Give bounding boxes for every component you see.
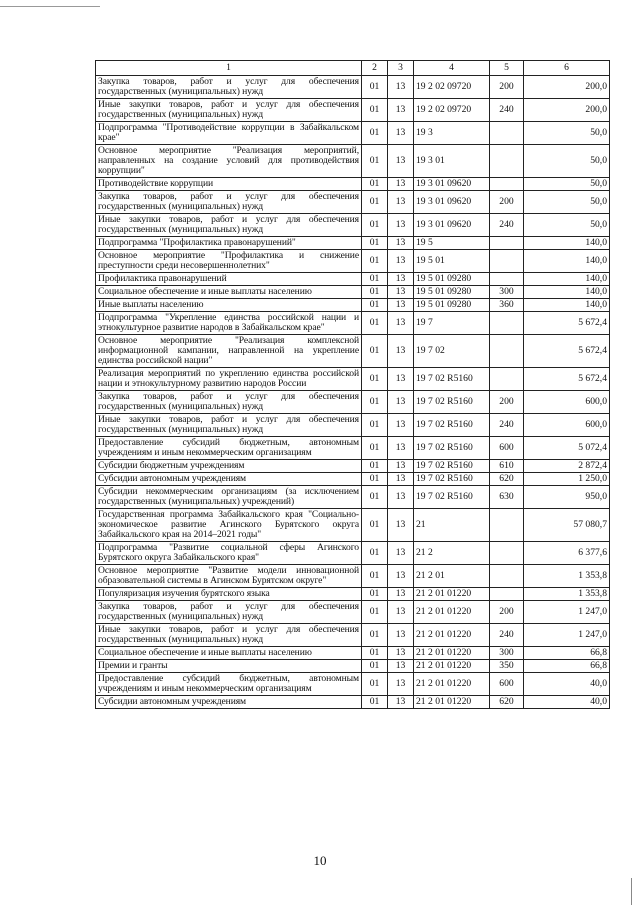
- cell-expense-type: 620: [490, 696, 524, 709]
- cell-target-article: 19 7 02 R5160: [414, 391, 490, 414]
- cell-target-article: 19 7 02 R5160: [414, 473, 490, 486]
- table-row: [96, 237, 610, 250]
- cell-section: 01: [362, 335, 388, 368]
- cell-subsection: 13: [388, 273, 414, 286]
- cell-expense-type: [490, 237, 524, 250]
- header-cell: 6: [524, 61, 610, 76]
- table-row: [96, 486, 610, 509]
- cell-amount: 1 353,8: [524, 565, 610, 588]
- cell-subsection: 13: [388, 99, 414, 122]
- cell-name: Противодействие коррупции: [96, 178, 362, 191]
- cell-amount: 600,0: [524, 414, 610, 437]
- cell-expense-type: [490, 145, 524, 178]
- cell-target-article: 19 2 02 09720: [414, 99, 490, 122]
- cell-amount: 57 080,7: [524, 509, 610, 542]
- cell-subsection: 13: [388, 237, 414, 250]
- cell-target-article: 19 7 02: [414, 335, 490, 368]
- cell-amount: 50,0: [524, 191, 610, 214]
- cell-target-article: 19 5: [414, 237, 490, 250]
- cell-expense-type: [490, 178, 524, 191]
- cell-expense-type: [490, 122, 524, 145]
- cell-name: Закупка товаров, работ и услуг для обеспечения государственных (муниципальных) нужд: [96, 76, 362, 99]
- cell-subsection: 13: [388, 542, 414, 565]
- cell-subsection: 13: [388, 696, 414, 709]
- cell-expense-type: 200: [490, 191, 524, 214]
- cell-name: Иные закупки товаров, работ и услуг для обеспечения государственных (муниципальных) нужд: [96, 414, 362, 437]
- cell-subsection: 13: [388, 565, 414, 588]
- cell-section: 01: [362, 145, 388, 178]
- cell-expense-type: 240: [490, 414, 524, 437]
- table-row: [96, 473, 610, 486]
- table-row: [96, 391, 610, 414]
- cell-target-article: 19 7 02 R5160: [414, 414, 490, 437]
- cell-expense-type: [490, 312, 524, 335]
- table-row: [96, 542, 610, 565]
- cell-subsection: 13: [388, 76, 414, 99]
- cell-target-article: 21 2 01 01220: [414, 588, 490, 601]
- cell-section: 01: [362, 486, 388, 509]
- cell-name: Иные закупки товаров, работ и услуг для обеспечения государственных (муниципальных) нужд: [96, 624, 362, 647]
- table-row: [96, 624, 610, 647]
- table-row: [96, 312, 610, 335]
- cell-name: Предоставление субсидий бюджетным, автономным учреждениям и иным некоммерческим организациям: [96, 437, 362, 460]
- cell-expense-type: 200: [490, 601, 524, 624]
- cell-name: Основное мероприятие "Реализация мероприятий, направленных на создание условий для противодействия коррупции": [96, 145, 362, 178]
- table-row: [96, 273, 610, 286]
- cell-target-article: 19 7 02 R5160: [414, 486, 490, 509]
- cell-section: 01: [362, 542, 388, 565]
- table-row: [96, 601, 610, 624]
- cell-target-article: 21 2: [414, 542, 490, 565]
- cell-target-article: 19 5 01 09280: [414, 286, 490, 299]
- cell-name: Иные закупки товаров, работ и услуг для обеспечения государственных (муниципальных) нужд: [96, 99, 362, 122]
- cell-target-article: 19 7 02 R5160: [414, 437, 490, 460]
- cell-target-article: 19 3 01 09620: [414, 178, 490, 191]
- cell-section: 01: [362, 437, 388, 460]
- cell-subsection: 13: [388, 391, 414, 414]
- cell-expense-type: [490, 273, 524, 286]
- cell-target-article: 19 5 01 09280: [414, 299, 490, 312]
- cell-expense-type: 610: [490, 460, 524, 473]
- cell-name: Социальное обеспечение и иные выплаты населению: [96, 647, 362, 660]
- cell-subsection: 13: [388, 250, 414, 273]
- cell-amount: 140,0: [524, 237, 610, 250]
- table-row: [96, 214, 610, 237]
- cell-amount: 950,0: [524, 486, 610, 509]
- cell-subsection: 13: [388, 122, 414, 145]
- cell-name: Субсидии бюджетным учреждениям: [96, 460, 362, 473]
- cell-target-article: 19 3 01: [414, 145, 490, 178]
- page-number: 10: [313, 853, 327, 868]
- cell-expense-type: [490, 565, 524, 588]
- cell-expense-type: 240: [490, 624, 524, 647]
- table-row: [96, 696, 610, 709]
- cell-subsection: 13: [388, 286, 414, 299]
- cell-expense-type: 620: [490, 473, 524, 486]
- cell-amount: 140,0: [524, 286, 610, 299]
- cell-expense-type: [490, 368, 524, 391]
- cell-section: 01: [362, 191, 388, 214]
- cell-amount: 600,0: [524, 391, 610, 414]
- cell-expense-type: [490, 335, 524, 368]
- cell-subsection: 13: [388, 312, 414, 335]
- cell-name: Предоставление субсидий бюджетным, автономным учреждениям и иным некоммерческим организациям: [96, 673, 362, 696]
- cell-name: Подпрограмма "Противодействие коррупции в Забайкальском крае": [96, 122, 362, 145]
- cell-name: Основное мероприятие "Развитие модели инновационной образовательной системы в Агинском Бурятском округе": [96, 565, 362, 588]
- cell-name: Подпрограмма "Укрепление единства российской нации и этнокультурное развитие народов в Забайкальском крае": [96, 312, 362, 335]
- cell-amount: 50,0: [524, 214, 610, 237]
- cell-amount: 2 872,4: [524, 460, 610, 473]
- cell-subsection: 13: [388, 299, 414, 312]
- cell-subsection: 13: [388, 414, 414, 437]
- cell-expense-type: [490, 588, 524, 601]
- table-row: [96, 660, 610, 673]
- table-row: [96, 122, 610, 145]
- cell-target-article: 21 2 01 01220: [414, 660, 490, 673]
- cell-target-article: 21 2 01 01220: [414, 696, 490, 709]
- table-row: [96, 460, 610, 473]
- cell-target-article: 19 5 01 09280: [414, 273, 490, 286]
- cell-subsection: 13: [388, 647, 414, 660]
- header-cell: 5: [490, 61, 524, 76]
- cell-amount: 140,0: [524, 273, 610, 286]
- cell-amount: 40,0: [524, 673, 610, 696]
- cell-target-article: 19 7 02 R5160: [414, 460, 490, 473]
- cell-subsection: 13: [388, 191, 414, 214]
- cell-name: Закупка товаров, работ и услуг для обеспечения государственных (муниципальных) нужд: [96, 191, 362, 214]
- cell-name: Закупка товаров, работ и услуг для обеспечения государственных (муниципальных) нужд: [96, 391, 362, 414]
- table-row: [96, 299, 610, 312]
- cell-expense-type: 300: [490, 647, 524, 660]
- cell-target-article: 19 7: [414, 312, 490, 335]
- cell-expense-type: 240: [490, 214, 524, 237]
- cell-amount: 5 672,4: [524, 368, 610, 391]
- table-row: [96, 437, 610, 460]
- cell-target-article: 19 2 02 09720: [414, 76, 490, 99]
- cell-section: 01: [362, 312, 388, 335]
- cell-expense-type: 600: [490, 437, 524, 460]
- cell-subsection: 13: [388, 673, 414, 696]
- cell-amount: 40,0: [524, 696, 610, 709]
- cell-target-article: 21 2 01 01220: [414, 647, 490, 660]
- cell-amount: 6 377,6: [524, 542, 610, 565]
- cell-section: 01: [362, 696, 388, 709]
- scan-edge-mark: [631, 878, 632, 905]
- cell-expense-type: 600: [490, 673, 524, 696]
- cell-section: 01: [362, 624, 388, 647]
- cell-name: Основное мероприятие "Профилактика и снижение преступности среди несовершеннолетних": [96, 250, 362, 273]
- cell-section: 01: [362, 178, 388, 191]
- cell-amount: 200,0: [524, 76, 610, 99]
- cell-expense-type: 200: [490, 76, 524, 99]
- cell-expense-type: [490, 509, 524, 542]
- cell-amount: 140,0: [524, 299, 610, 312]
- cell-name: Популяризация изучения бурятского языка: [96, 588, 362, 601]
- cell-section: 01: [362, 601, 388, 624]
- cell-subsection: 13: [388, 624, 414, 647]
- table-row: [96, 99, 610, 122]
- table-row: [96, 178, 610, 191]
- budget-table-body: [96, 61, 610, 709]
- cell-subsection: 13: [388, 588, 414, 601]
- cell-section: 01: [362, 673, 388, 696]
- cell-name: Подпрограмма "Развитие социальной сферы Агинского Бурятского округа Забайкальского края": [96, 542, 362, 565]
- cell-amount: 50,0: [524, 122, 610, 145]
- cell-target-article: 21 2 01 01220: [414, 601, 490, 624]
- cell-amount: 5 672,4: [524, 312, 610, 335]
- table-row: [96, 145, 610, 178]
- cell-amount: 5 672,4: [524, 335, 610, 368]
- cell-section: 01: [362, 368, 388, 391]
- cell-subsection: 13: [388, 460, 414, 473]
- cell-section: 01: [362, 460, 388, 473]
- cell-name: Премии и гранты: [96, 660, 362, 673]
- cell-section: 01: [362, 250, 388, 273]
- cell-section: 01: [362, 565, 388, 588]
- cell-name: Основное мероприятие "Реализация комплексной информационной кампании, направленной на укрепление единства российской нации": [96, 335, 362, 368]
- header-cell: 4: [414, 61, 490, 76]
- cell-section: 01: [362, 76, 388, 99]
- cell-section: 01: [362, 122, 388, 145]
- table-row: [96, 335, 610, 368]
- cell-expense-type: 350: [490, 660, 524, 673]
- table-row: [96, 191, 610, 214]
- cell-expense-type: [490, 542, 524, 565]
- cell-section: 01: [362, 237, 388, 250]
- cell-amount: 50,0: [524, 145, 610, 178]
- cell-section: 01: [362, 99, 388, 122]
- cell-subsection: 13: [388, 660, 414, 673]
- cell-amount: 5 072,4: [524, 437, 610, 460]
- cell-target-article: 19 3 01 09620: [414, 191, 490, 214]
- cell-section: 01: [362, 273, 388, 286]
- cell-amount: 1 247,0: [524, 601, 610, 624]
- cell-section: 01: [362, 414, 388, 437]
- cell-expense-type: 630: [490, 486, 524, 509]
- cell-target-article: 21: [414, 509, 490, 542]
- cell-name: Закупка товаров, работ и услуг для обеспечения государственных (муниципальных) нужд: [96, 601, 362, 624]
- cell-target-article: 21 2 01 01220: [414, 624, 490, 647]
- cell-section: 01: [362, 286, 388, 299]
- cell-subsection: 13: [388, 145, 414, 178]
- table-row: [96, 565, 610, 588]
- cell-section: 01: [362, 473, 388, 486]
- header-cell: 1: [96, 61, 362, 76]
- cell-target-article: 19 7 02 R5160: [414, 368, 490, 391]
- cell-amount: 1 247,0: [524, 624, 610, 647]
- cell-name: Подпрограмма "Профилактика правонарушений": [96, 237, 362, 250]
- table-row: [96, 647, 610, 660]
- cell-amount: 1 250,0: [524, 473, 610, 486]
- table-row: [96, 76, 610, 99]
- cell-section: 01: [362, 509, 388, 542]
- header-cell: 3: [388, 61, 414, 76]
- cell-name: Субсидии автономным учреждениям: [96, 696, 362, 709]
- cell-expense-type: 240: [490, 99, 524, 122]
- cell-name: Государственная программа Забайкальского края "Социально-экономическое развитие Агинского Бурятского округа Забайкальского края на 2014–2021 годы": [96, 509, 362, 542]
- cell-subsection: 13: [388, 368, 414, 391]
- table-row: [96, 286, 610, 299]
- cell-expense-type: 360: [490, 299, 524, 312]
- scan-edge-mark: [0, 6, 100, 7]
- cell-amount: 50,0: [524, 178, 610, 191]
- cell-name: Иные выплаты населению: [96, 299, 362, 312]
- cell-amount: 200,0: [524, 99, 610, 122]
- table-row: [96, 250, 610, 273]
- cell-subsection: 13: [388, 214, 414, 237]
- table-header-row: [96, 61, 610, 76]
- table-row: [96, 509, 610, 542]
- cell-section: 01: [362, 660, 388, 673]
- cell-subsection: 13: [388, 335, 414, 368]
- cell-target-article: 19 5 01: [414, 250, 490, 273]
- cell-expense-type: 300: [490, 286, 524, 299]
- cell-name: Иные закупки товаров, работ и услуг для обеспечения государственных (муниципальных) нужд: [96, 214, 362, 237]
- cell-target-article: 19 3 01 09620: [414, 214, 490, 237]
- cell-name: Реализация мероприятий по укреплению единства российской нации и этнокультурному развитию народов России: [96, 368, 362, 391]
- cell-subsection: 13: [388, 437, 414, 460]
- table-row: [96, 368, 610, 391]
- cell-section: 01: [362, 588, 388, 601]
- cell-subsection: 13: [388, 473, 414, 486]
- cell-target-article: 19 3: [414, 122, 490, 145]
- cell-expense-type: 200: [490, 391, 524, 414]
- cell-expense-type: [490, 250, 524, 273]
- cell-name: Субсидии автономным учреждениям: [96, 473, 362, 486]
- cell-subsection: 13: [388, 486, 414, 509]
- cell-amount: 66,8: [524, 647, 610, 660]
- cell-name: Социальное обеспечение и иные выплаты населению: [96, 286, 362, 299]
- cell-name: Субсидии некоммерческим организациям (за исключением государственных (муниципальных) учреждений): [96, 486, 362, 509]
- table-row: [96, 588, 610, 601]
- cell-section: 01: [362, 391, 388, 414]
- table-row: [96, 414, 610, 437]
- cell-amount: 1 353,8: [524, 588, 610, 601]
- header-cell: 2: [362, 61, 388, 76]
- cell-target-article: 21 2 01 01220: [414, 673, 490, 696]
- cell-name: Профилактика правонарушений: [96, 273, 362, 286]
- table-row: [96, 673, 610, 696]
- cell-amount: 66,8: [524, 660, 610, 673]
- cell-subsection: 13: [388, 601, 414, 624]
- cell-section: 01: [362, 647, 388, 660]
- cell-section: 01: [362, 299, 388, 312]
- cell-section: 01: [362, 214, 388, 237]
- cell-subsection: 13: [388, 178, 414, 191]
- budget-table: [95, 60, 610, 709]
- cell-target-article: 21 2 01: [414, 565, 490, 588]
- cell-subsection: 13: [388, 509, 414, 542]
- cell-amount: 140,0: [524, 250, 610, 273]
